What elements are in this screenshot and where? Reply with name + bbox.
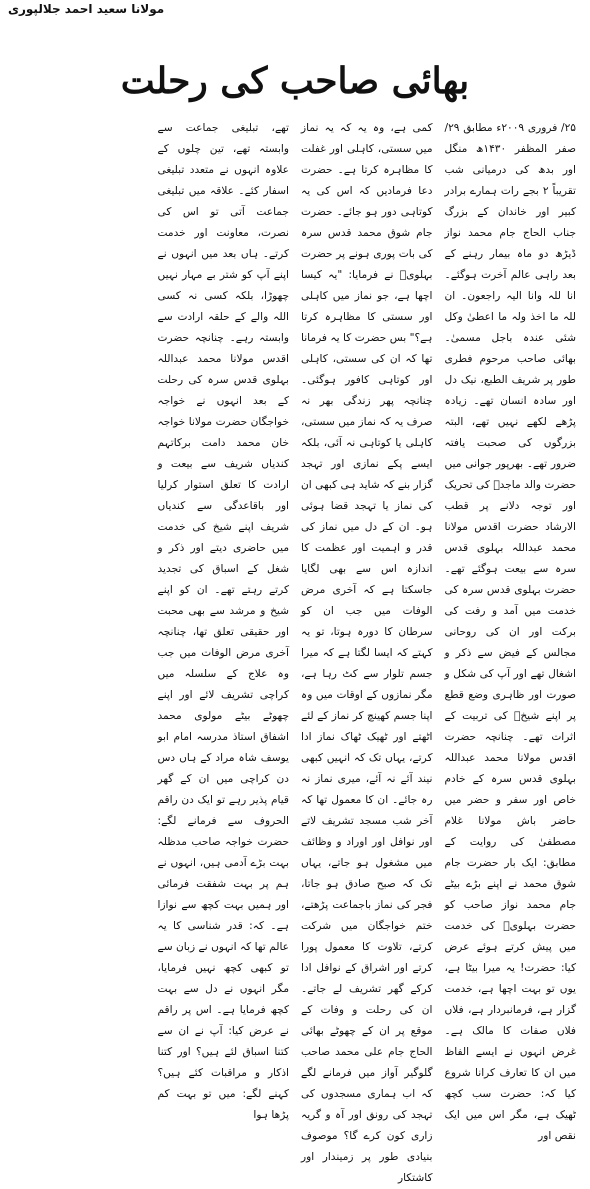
column-3-text: تھے، تبلیغی جماعت سے وابستہ تھے، تین چلوں کے علاوہ انہوں نے متعدد تبلیغی اسفار کئے۔ علاقہ میں تبلیغی جماعت آتی تو اس کی نصرت، معاونت اور خدمت کرتے۔ ہاں بعد میں انہوں نے اپنے آپ کو شتر بے مہار نہیں چھوڑا، بلکہ کسی نہ کسی اللہ والے کے حلقہ ارادت سے وابستہ رہے۔ چنانچہ حضرت اقدس مولانا محمد عبداللہ بہلوی قدس سرہ کی رحلت کے بعد انہوں نے خواجہ خواجگان حضرت مولانا خواجہ خان محمد دامت برکاتہم کندیاں شریف سے بیعت و ارادت کا تعلق استوار کرلیا اور باقاعدگی سے کندیاں شریف اپنے شیخ کی خدمت میں حاضری دیتے اور ذکر و شغل کے اسباق کی تجدید کرتے رہتے تھے۔ ان کو اپنے شیخ و مرشد سے بھی محبت اور حقیقی تعلق تھا، چنانچہ آخری مرض الوفات میں جب وہ علاج کے سلسلہ میں کراچی تشریف لائے اور اپنے چھوٹے بیٹے مولوی محمد اشفاق استاذ مدرسہ امام ابو یوسف شاہ مراد کے ہاں دس دن کراچی میں ان کے گھر قیام پذیر رہے تو ایک دن راقم الحروف سے فرمانے لگے: حضرت خواجہ صاحب مدظلہ بہت بڑے آدمی ہیں، انہوں نے ہم پر بہت شفقت فرمائی اور ہمیں بہت کچھ سے نوازا ہے۔ کہ: قدر شناسی کا یہ عالم تھا کہ انہوں نے زبان سے تو کبھی کچھ نہیں فرمایا، مگر انہوں نے دل سے بہت کچھ فرمایا ہے۔ اس پر راقم نے عرض کیا: آپ نے ان سے کتنا اسباق لئے ہیں؟ اور کتنا اذکار و مراقبات کئے ہیں؟ کہنے لگے: میں تو بہت کم پڑھا ہوا xyxy=(157,122,289,1121)
author-byline: مولانا سعید احمد جلالپوری xyxy=(8,2,165,16)
column-2-text: کمی ہے، وہ یہ کہ یہ نماز میں سستی، کاہلی اور غفلت کا مظاہرہ کرتا ہے۔ حضرت دعا فرمادیں کہ اس کی یہ کوتاہی دور ہو جائے۔ حضرت جام شوق محمد قدس سرہ کی بات پوری ہونے پر حضرت بہلویؒ نے فرمایا: "یہ کیسا اچھا ہے، جو نماز میں کاہلی اور سستی کا مظاہرہ کرتا ہے؟" بس حضرت کا یہ فرمانا تھا کہ ان کی سستی، کاہلی اور کوتاہی کافور ہوگئی۔ چنانچہ پھر زندگی بھر نہ صرف یہ کہ نماز میں سستی، کاہلی یا کوتاہی نہ آئی، بلکہ ایسے پکے نمازی اور تہجد گزار بنے کہ شاید ہی کبھی ان کی نماز یا تہجد قضا ہوئی ہو۔ ان کے دل میں نماز کی قدر و اہمیت اور عظمت کا اندازہ اس سے بھی لگایا جاسکتا ہے کہ آخری مرض الوفات میں جب ان کو سرطان کا دورہ ہوتا، تو یہ کہتے کہ ایسا لگتا ہے کہ میرا جسم تلوار سے کٹ رہا ہے، مگر نمازوں کے اوقات میں وہ اپنا جسم کھینچ کر نماز کے لئے اٹھتے اور ٹھیک ٹھاک نماز ادا کرتے، یہاں تک کہ انہیں کبھی نیند آئے نہ آئے، میری نماز نہ رہ جائے۔ ان کا معمول تھا کہ آخر شب مسجد تشریف لاتے اور نوافل اور اوراد و وظائف میں مشغول ہو جاتے، یہاں تک کہ صبح صادق ہو جاتا، فجر کی نماز باجماعت پڑھتے، ختم خواجگان میں شرکت کرتے، تلاوت کا معمول پورا کرتے اور اشراق کے نوافل ادا کرکے گھر تشریف لے جاتے۔ ان کی رحلت و وفات کے موقع پر ان کے چھوٹے بھائی الحاج جام علی محمد صاحب گلوگیر آواز میں فرمانے لگے کہ اب ہماری مسجدوں کی تہجد کی رونق اور آہ و گریہ زاری کون کرے گا؟ موصوف بنیادی طور پر زمیندار اور کاشتکار xyxy=(301,122,433,1184)
article-title: بھائی صاحب کی رحلت xyxy=(120,60,470,102)
article-body xyxy=(8,118,582,1184)
article-column-3 xyxy=(152,118,296,1121)
column-1-text: ۲۵/ فروری ۲۰۰۹ء مطابق ۲۹/ صفر المظفر ۱۴۳۰ھ منگل اور بدھ کی درمیانی شب تقریباً ۲ بجے رات ہمارے برادر کبیر اور خاندان کے بزرگ جناب الحاج جام محمد نواز ڈیڑھ دو ماہ بیمار رہنے کے بعد راہی عالم آخرت ہوگئے۔ انا للہ وانا الیہ راجعون۔ ان للہ ما اخذ ولہ ما اعطیٰ وکل شئی عندہ باجل مسمیٰ۔ بھائی صاحب مرحوم فطری طور پر شریف الطبع، نیک دل اور سادہ انسان تھے۔ زیادہ پڑھے لکھے نہیں تھے، البتہ بزرگوں کی صحبت یافتہ ضرور تھے۔ بھرپور جوانی میں حضرت والد ماجدؒ کی تحریک اور توجہ دلانے پر قطب الارشاد حضرت اقدس مولانا محمد عبداللہ بہلوی قدس سرہ سے بیعت ہوگئے تھے۔ حضرت بہلوی قدس سرہ کی خدمت میں آمد و رفت کی برکت اور ان کی روحانی مجالس کے فیض سے ذکر و اشغال تھے اور آپ کی شکل و صورت اور ظاہری وضع قطع پر اپنے شیخؒ کی تربیت کے اثرات تھے۔ چنانچہ حضرت اقدس مولانا محمد عبداللہ بہلوی قدس سرہ کے خادم خاص اور سفر و حضر میں حاضر باش مولانا غلام مصطفیٰ کی روایت کے مطابق: ایک بار حضرت جام شوق محمد نے اپنے بڑے بیٹے جام محمد نواز صاحب کو حضرت بہلویؒ کی خدمت میں پیش کرتے ہوئے عرض کیا: حضرت! یہ میرا بیٹا ہے، یوں تو بہت اچھا ہے، خدمت گزار ہے، فرمانبردار ہے، فلاں فلاں صفات کا مالک ہے۔ غرض انہوں نے ایسے الفاظ میں ان کا تعارف کرانا شروع کیا کہ: حضرت سب کچھ ٹھیک ہے، مگر اس میں ایک نقص اور xyxy=(444,122,576,1142)
article-column-1 xyxy=(439,118,583,1142)
article-column-2 xyxy=(295,118,439,1184)
article-column-4 xyxy=(8,118,152,794)
